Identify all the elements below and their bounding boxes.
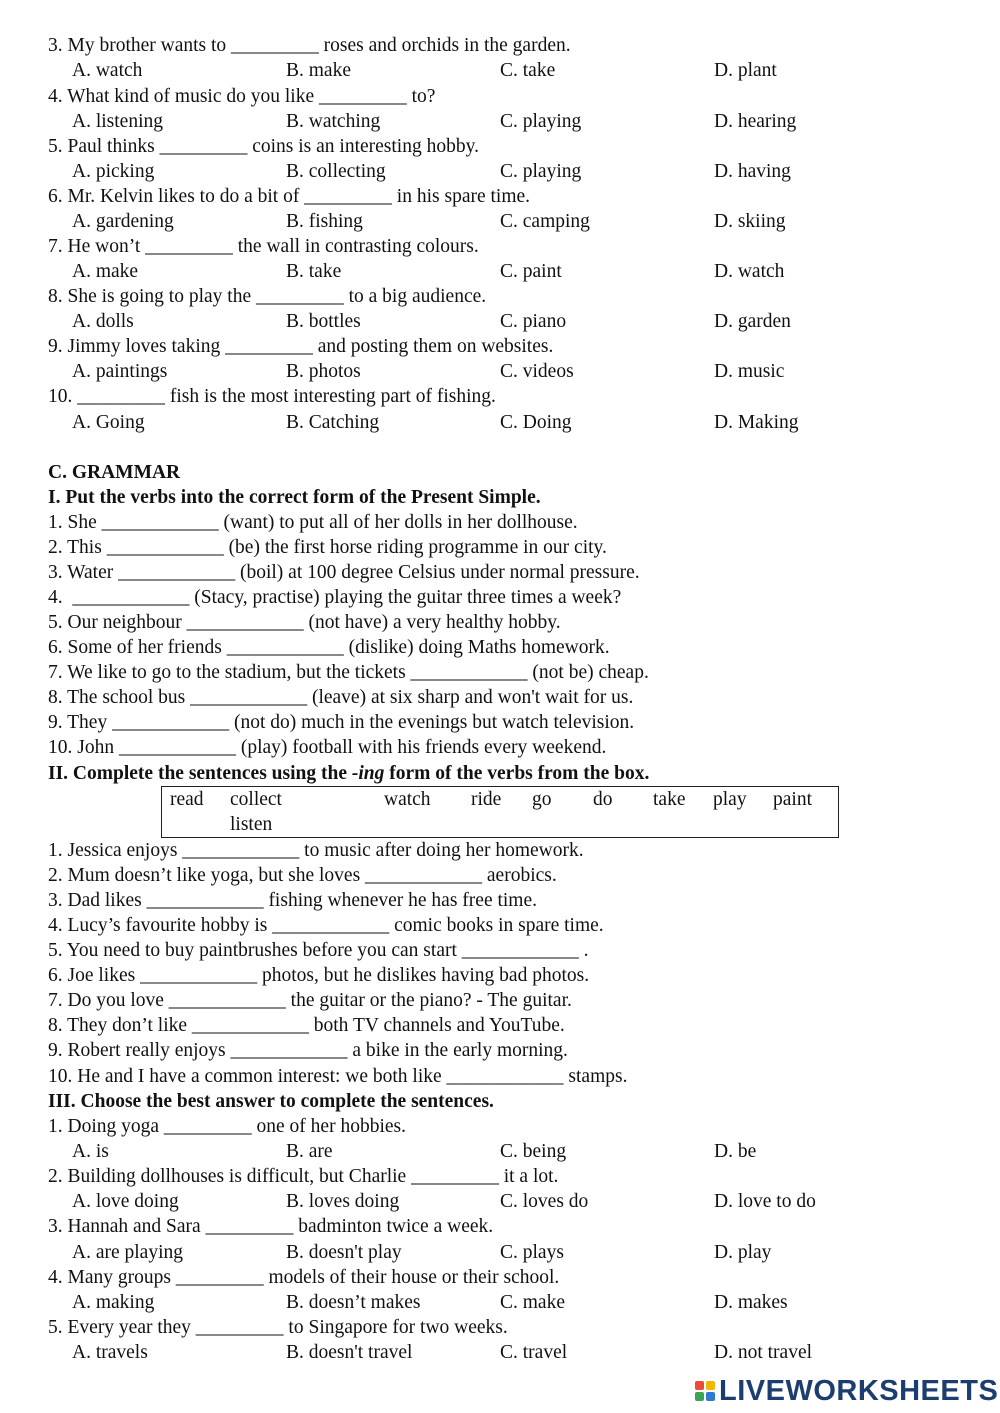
vocab-question-8: 8. She is going to play the _________ to a big audience. (48, 286, 487, 307)
s2-item: 8. They don’t like ____________ both TV channels and YouTube. (48, 1015, 565, 1036)
liveworksheets-logo[interactable] (695, 1376, 998, 1406)
vocab-option: D. having (714, 161, 791, 182)
vocab-option: A. paintings (72, 361, 168, 382)
vocab-option: B. Catching (286, 412, 380, 433)
box-word: ride (471, 789, 502, 810)
s1-item: 2. This ____________ (be) the first horse riding programme in our city. (48, 537, 607, 558)
s3-option: B. loves doing (286, 1191, 400, 1212)
vocab-question-4: 4. What kind of music do you like _________ to? (48, 86, 436, 107)
vocab-option: B. make (286, 60, 351, 81)
vocab-option: A. listening (72, 111, 163, 132)
s1-item: 5. Our neighbour ____________ (not have) a very healthy hobby. (48, 612, 561, 633)
box-word: take (653, 789, 686, 810)
s3-option: A. travels (72, 1342, 148, 1363)
s3-option: D. be (714, 1141, 757, 1162)
section-2-title (48, 761, 649, 786)
vocab-option: A. Going (72, 412, 145, 433)
box-word: read (170, 789, 204, 810)
section-2-title-a: II. Complete the sentences using the (48, 763, 352, 784)
section-2-title-b: -ing (351, 763, 385, 784)
s3-option: C. plays (500, 1242, 564, 1263)
vocab-option: B. collecting (286, 161, 386, 182)
box-word: play (713, 789, 747, 810)
vocab-question-5: 5. Paul thinks _________ coins is an interesting hobby. (48, 136, 479, 157)
s1-item: 10. John ____________ (play) football with his friends every weekend. (48, 737, 607, 758)
s3-option: C. travel (500, 1342, 568, 1363)
vocab-option: C. piano (500, 311, 567, 332)
s2-item: 6. Joe likes ____________ photos, but he dislikes having bad photos. (48, 965, 590, 986)
s3-question: 5. Every year they _________ to Singapore for two weeks. (48, 1317, 508, 1338)
vocab-option: A. make (72, 261, 139, 282)
vocab-option: D. plant (714, 60, 777, 81)
s3-option: C. being (500, 1141, 567, 1162)
s3-option: C. loves do (500, 1191, 589, 1212)
logo-square-icon (706, 1381, 715, 1390)
box-word: listen (230, 814, 273, 835)
box-word: watch (384, 789, 431, 810)
vocab-option: A. picking (72, 161, 155, 182)
vocab-option: C. Doing (500, 412, 572, 433)
vocab-question-7: 7. He won’t _________ the wall in contrasting colours. (48, 236, 479, 257)
s3-option: D. play (714, 1242, 772, 1263)
s3-option: C. make (500, 1292, 565, 1313)
logo-square-icon (695, 1381, 704, 1390)
s3-option: A. making (72, 1292, 155, 1313)
box-word: do (593, 789, 613, 810)
vocab-option: C. paint (500, 261, 562, 282)
s3-option: D. not travel (714, 1342, 813, 1363)
s3-option: A. are playing (72, 1242, 184, 1263)
vocab-question-6: 6. Mr. Kelvin likes to do a bit of _________ in his spare time. (48, 186, 531, 207)
vocab-option: B. watching (286, 111, 381, 132)
vocab-option: D. hearing (714, 111, 797, 132)
word-box (161, 786, 839, 838)
vocab-option: D. watch (714, 261, 785, 282)
s2-item: 3. Dad likes ____________ fishing whenever he has free time. (48, 890, 538, 911)
logo-square-icon (695, 1392, 704, 1401)
s2-item: 5. You need to buy paintbrushes before you can start ____________ . (48, 940, 589, 961)
section-3-title: III. Choose the best answer to complete the sentences. (48, 1091, 494, 1112)
vocab-option: C. take (500, 60, 556, 81)
box-word: go (532, 789, 552, 810)
vocab-question-9: 9. Jimmy loves taking _________ and posting them on websites. (48, 336, 554, 357)
s2-item: 4. Lucy’s favourite hobby is ____________ comic books in spare time. (48, 915, 604, 936)
s3-question: 3. Hannah and Sara _________ badminton twice a week. (48, 1216, 494, 1237)
section-1-title: I. Put the verbs into the correct form of the Present Simple. (48, 487, 541, 508)
s3-question: 4. Many groups _________ models of their house or their school. (48, 1267, 560, 1288)
s1-item: 7. We like to go to the stadium, but the tickets ____________ (not be) cheap. (48, 662, 649, 683)
vocab-option: D. skiing (714, 211, 786, 232)
vocab-option: C. camping (500, 211, 590, 232)
vocab-question-10: 10. _________ fish is the most interesting part of fishing. (48, 386, 496, 407)
vocab-option: B. photos (286, 361, 361, 382)
vocab-option: D. garden (714, 311, 791, 332)
s1-item: 6. Some of her friends ____________ (dislike) doing Maths homework. (48, 637, 610, 658)
s2-item: 2. Mum doesn’t like yoga, but she loves ____________ aerobics. (48, 865, 557, 886)
s2-item: 1. Jessica enjoys ____________ to music after doing her homework. (48, 840, 584, 861)
s3-question: 2. Building dollhouses is difficult, but Charlie _________ it a lot. (48, 1166, 559, 1187)
vocab-option: C. videos (500, 361, 574, 382)
s1-item: 1. She ____________ (want) to put all of her dolls in her dollhouse. (48, 512, 578, 533)
s3-option: D. makes (714, 1292, 788, 1313)
vocab-option: B. take (286, 261, 342, 282)
vocab-option: D. Making (714, 412, 799, 433)
vocab-option: C. playing (500, 161, 582, 182)
vocab-option: B. bottles (286, 311, 361, 332)
s3-option: B. doesn’t makes (286, 1292, 421, 1313)
logo-square-icon (706, 1392, 715, 1401)
vocab-option: A. watch (72, 60, 143, 81)
s2-item: 10. He and I have a common interest: we both like ____________ stamps. (48, 1066, 628, 1087)
vocab-option: C. playing (500, 111, 582, 132)
s2-item: 7. Do you love ____________ the guitar or the piano? - The guitar. (48, 990, 572, 1011)
vocab-question-3: 3. My brother wants to _________ roses and orchids in the garden. (48, 35, 571, 56)
s3-option: B. doesn't travel (286, 1342, 413, 1363)
s3-option: A. love doing (72, 1191, 179, 1212)
vocab-option: D. music (714, 361, 785, 382)
s2-item: 9. Robert really enjoys ____________ a bike in the early morning. (48, 1040, 568, 1061)
box-word: paint (773, 789, 812, 810)
s1-item: 3. Water ____________ (boil) at 100 degree Celsius under normal pressure. (48, 562, 640, 583)
box-word: collect (230, 789, 282, 810)
s3-question: 1. Doing yoga _________ one of her hobbies. (48, 1116, 406, 1137)
vocab-option: B. fishing (286, 211, 363, 232)
s3-option: D. love to do (714, 1191, 816, 1212)
s3-option: B. are (286, 1141, 333, 1162)
s3-option: A. is (72, 1141, 109, 1162)
s1-item: 9. They ____________ (not do) much in the evenings but watch television. (48, 712, 635, 733)
grammar-heading: C. GRAMMAR (48, 462, 181, 483)
s1-item: 8. The school bus ____________ (leave) at six sharp and won't wait for us. (48, 687, 634, 708)
logo-text: LIVEWORKSHEETS (719, 1374, 999, 1407)
section-2-title-c: form of the verbs from the box. (384, 763, 650, 784)
vocab-option: A. gardening (72, 211, 174, 232)
s1-item: 4. ____________ (Stacy, practise) playing the guitar three times a week? (48, 587, 622, 608)
s3-option: B. doesn't play (286, 1242, 402, 1263)
logo-mark-icon (695, 1381, 715, 1401)
vocab-option: A. dolls (72, 311, 134, 332)
